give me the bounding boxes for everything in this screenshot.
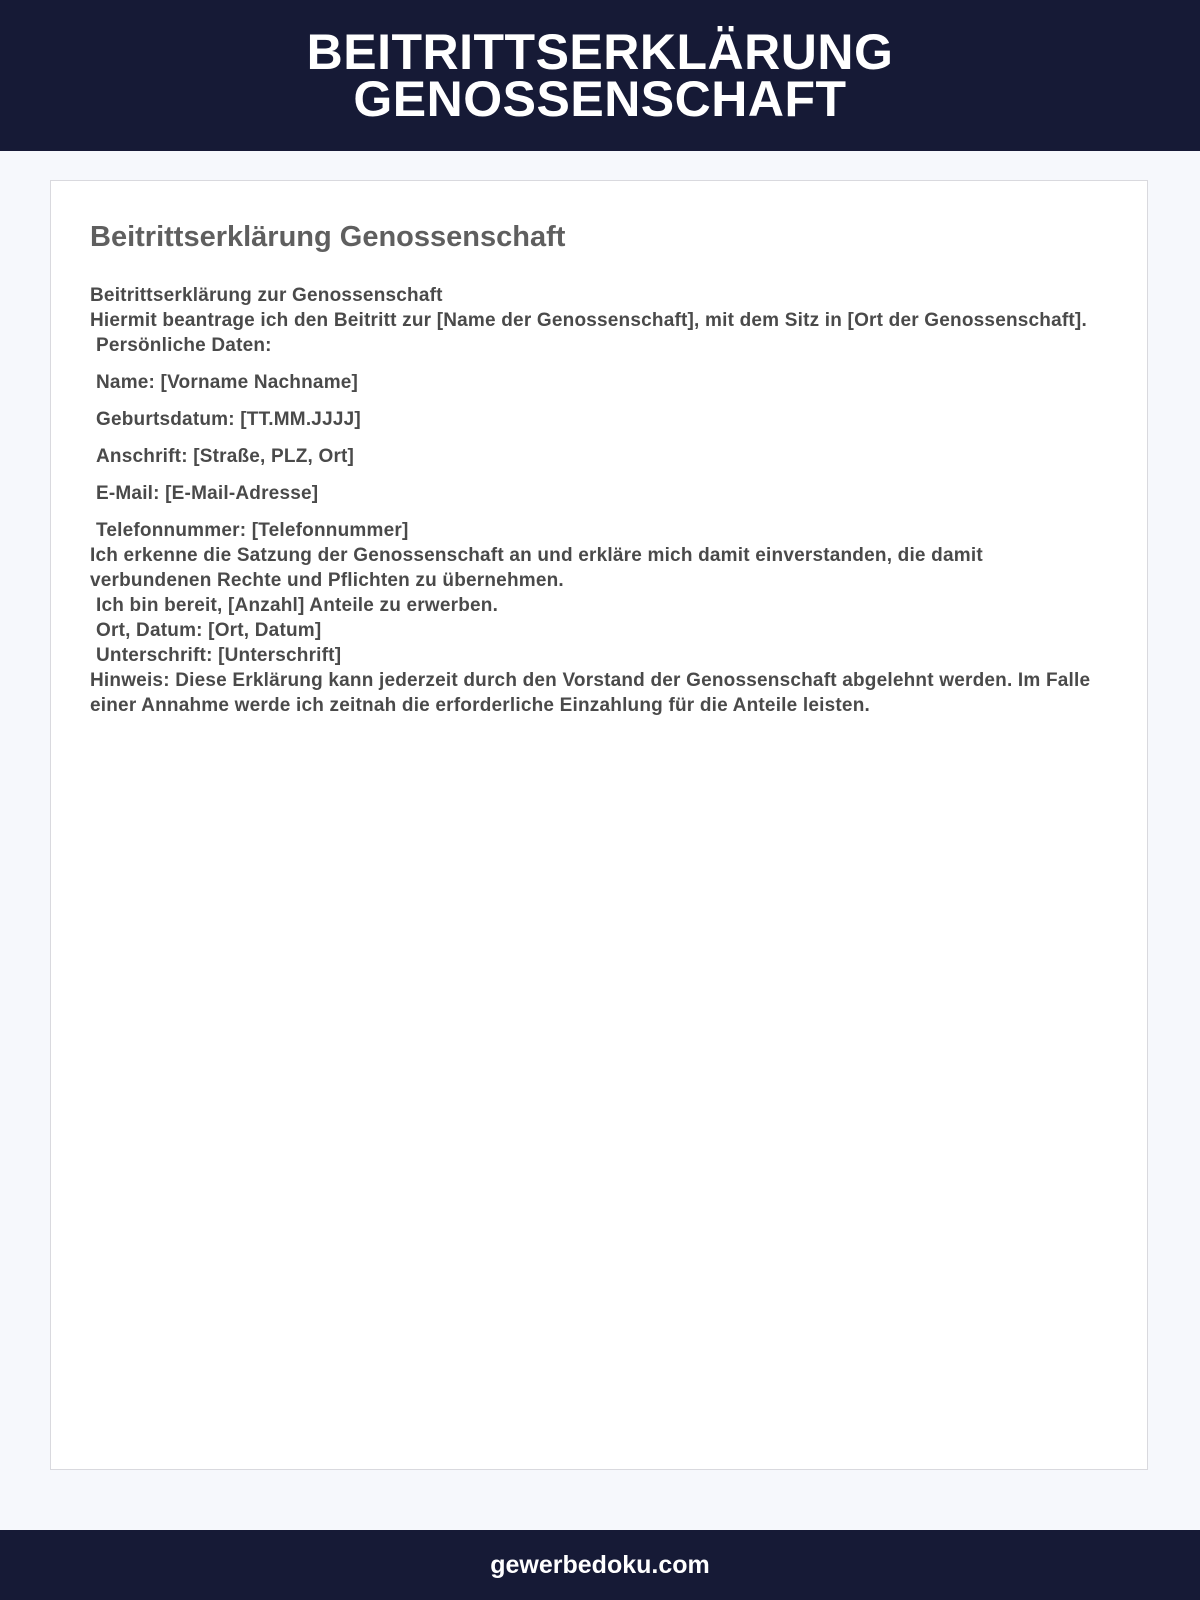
footer-site-link[interactable]: gewerbedoku.com <box>490 1550 710 1579</box>
document-body <box>90 283 1108 718</box>
document-title: Beitrittserklärung Genossenschaft <box>90 221 566 253</box>
place-date-line: Ort, Datum: [Ort, Datum] <box>96 620 322 641</box>
header-title <box>306 23 894 127</box>
signature-line: Unterschrift: [Unterschrift] <box>96 645 342 666</box>
acknowledgement-paragraph: Ich erkenne die Satzung der Genossenschaft an und erkläre mich damit einverstanden, die damit verbundenen Rechte und Pflichten zu übernehmen. <box>90 545 983 591</box>
field-phone: Telefonnummer: [Telefonnummer] <box>96 520 409 541</box>
page-header <box>0 0 1200 151</box>
page-footer <box>0 1530 1200 1600</box>
field-address: Anschrift: [Straße, PLZ, Ort] <box>96 446 355 467</box>
shares-line: Ich bin bereit, [Anzahl] Anteile zu erwerben. <box>96 595 499 616</box>
field-email: E-Mail: [E-Mail-Adresse] <box>96 483 319 504</box>
intro-paragraph: Hiermit beantrage ich den Beitritt zur [Name der Genossenschaft], mit dem Sitz in [Ort der Genossenschaft]. <box>90 310 1087 331</box>
personal-data-heading: Persönliche Daten: <box>96 335 272 356</box>
field-name: Name: [Vorname Nachname] <box>96 372 359 393</box>
document-card <box>50 180 1148 1470</box>
personal-data-fields <box>90 370 1108 543</box>
document-subtitle: Beitrittserklärung zur Genossenschaft <box>90 285 443 306</box>
header-title-line-1: BEITRITTSERKLÄRUNG <box>306 23 894 80</box>
header-title-line-2: GENOSSENSCHAFT <box>353 70 847 127</box>
field-birthdate: Geburtsdatum: [TT.MM.JJJJ] <box>96 409 361 430</box>
note-paragraph: Hinweis: Diese Erklärung kann jederzeit durch den Vorstand der Genossenschaft abgelehnt werden. Im Falle einer Annahme werde ich zeitnah die erforderliche Einzahlung für die Anteile leisten. <box>90 670 1091 716</box>
